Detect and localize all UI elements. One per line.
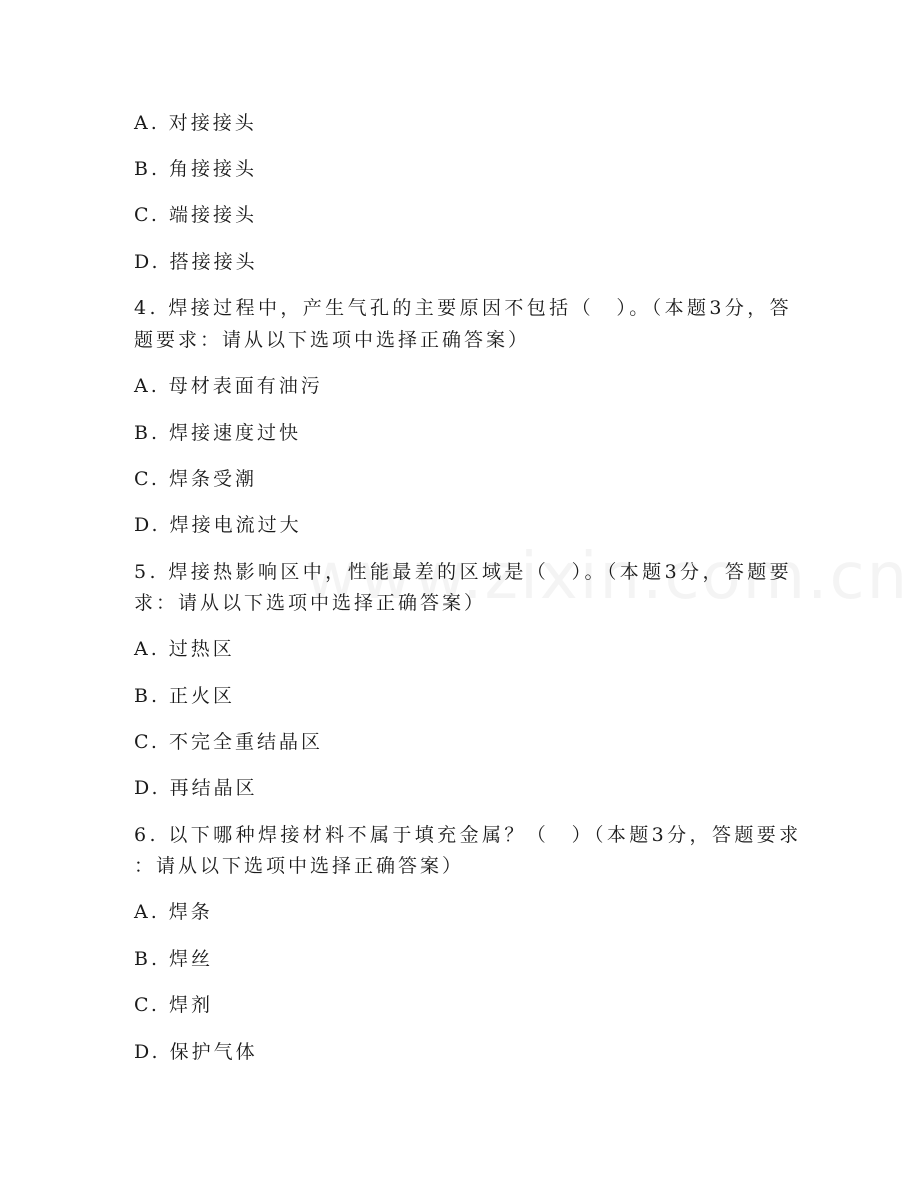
q4-option-d: D. 焊接电流过大 xyxy=(134,514,302,536)
q5-stem-line1: 5. 焊接热影响区中，性能最差的区域是（ ）。（本题3分，答题要 xyxy=(134,561,793,583)
q5-option-b: B. 正火区 xyxy=(134,685,236,707)
q5-option-a: A. 过热区 xyxy=(134,638,235,660)
q5-option-c: C. 不完全重结晶区 xyxy=(134,731,323,753)
q4-option-a: A. 母材表面有油污 xyxy=(134,375,323,397)
q4-option-b: B. 焊接速度过快 xyxy=(134,422,302,444)
q3-option-a: A. 对接接头 xyxy=(134,112,257,134)
q6-option-a: A. 焊条 xyxy=(134,901,213,923)
q3-option-b: B. 角接接头 xyxy=(134,158,258,180)
q4-option-c: C. 焊条受潮 xyxy=(134,468,257,490)
q6-option-d: D. 保护气体 xyxy=(134,1041,258,1063)
q6-stem-line2: ：请从以下选项中选择正确答案） xyxy=(134,855,465,877)
q5-option-d: D. 再结晶区 xyxy=(134,777,258,799)
q6-option-c: C. 焊剂 xyxy=(134,994,213,1016)
q4-stem-line2: 题要求：请从以下选项中选择正确答案） xyxy=(134,329,531,351)
q4-stem-line1: 4. 焊接过程中，产生气孔的主要原因不包括（ ）。（本题3分，答 xyxy=(134,297,793,319)
q3-option-c: C. 端接接头 xyxy=(134,204,257,226)
q5-stem-line2: 求：请从以下选项中选择正确答案） xyxy=(134,592,487,614)
q3-option-d: D. 搭接接头 xyxy=(134,251,258,273)
q6-stem-line1: 6. 以下哪种焊接材料不属于填充金属？（ ）（本题3分，答题要求 xyxy=(134,824,802,846)
q6-option-b: B. 焊丝 xyxy=(134,948,214,970)
